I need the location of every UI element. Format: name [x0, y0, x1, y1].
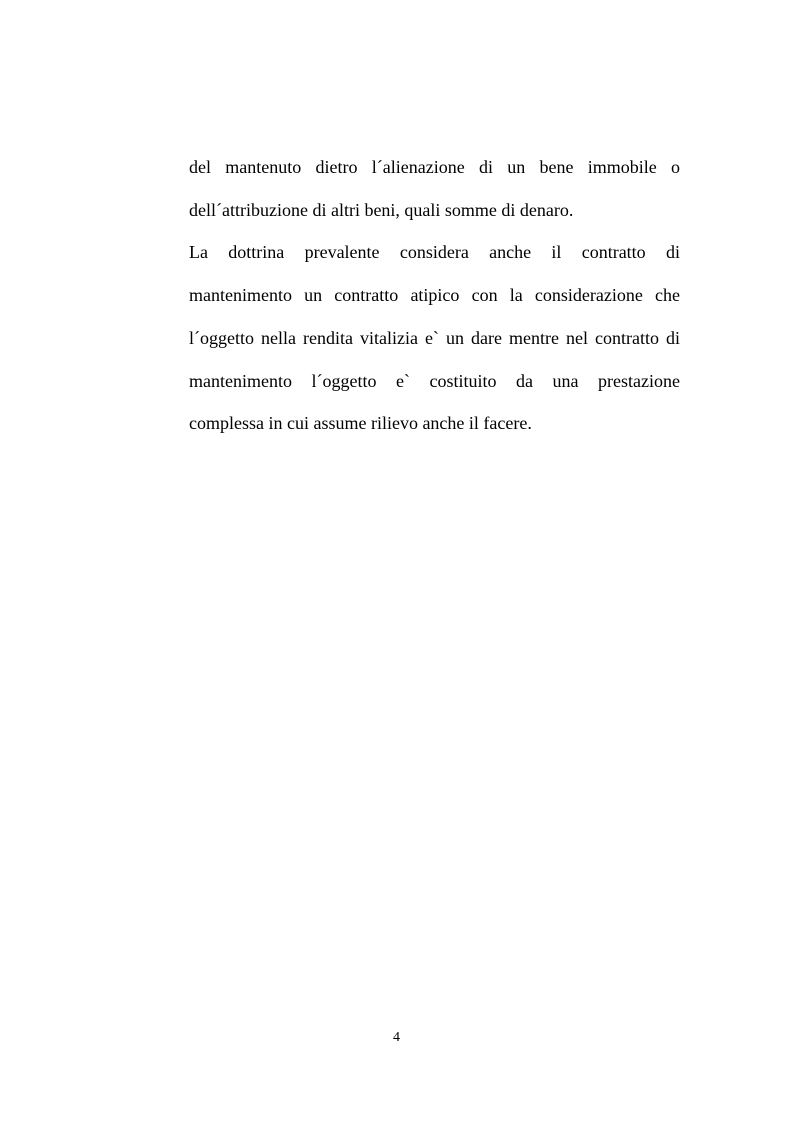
text-line: dell´attribuzione di altri beni, quali somme di denaro. [189, 199, 574, 220]
body-text [189, 146, 680, 445]
text-line: complessa in cui assume rilievo anche il facere. [189, 413, 532, 434]
text-line: La dottrina prevalente considera anche il contratto di [189, 242, 680, 263]
page-number: 4 [393, 1030, 400, 1045]
text-line: mantenimento l´oggetto e` costituito da una prestazione [189, 370, 680, 391]
text-line: l´oggetto nella rendita vitalizia e` un dare mentre nel contratto di [189, 327, 680, 348]
text-line: mantenimento un contratto atipico con la considerazione che [189, 285, 680, 306]
text-line: del mantenuto dietro l´alienazione di un bene immobile o [189, 157, 680, 177]
